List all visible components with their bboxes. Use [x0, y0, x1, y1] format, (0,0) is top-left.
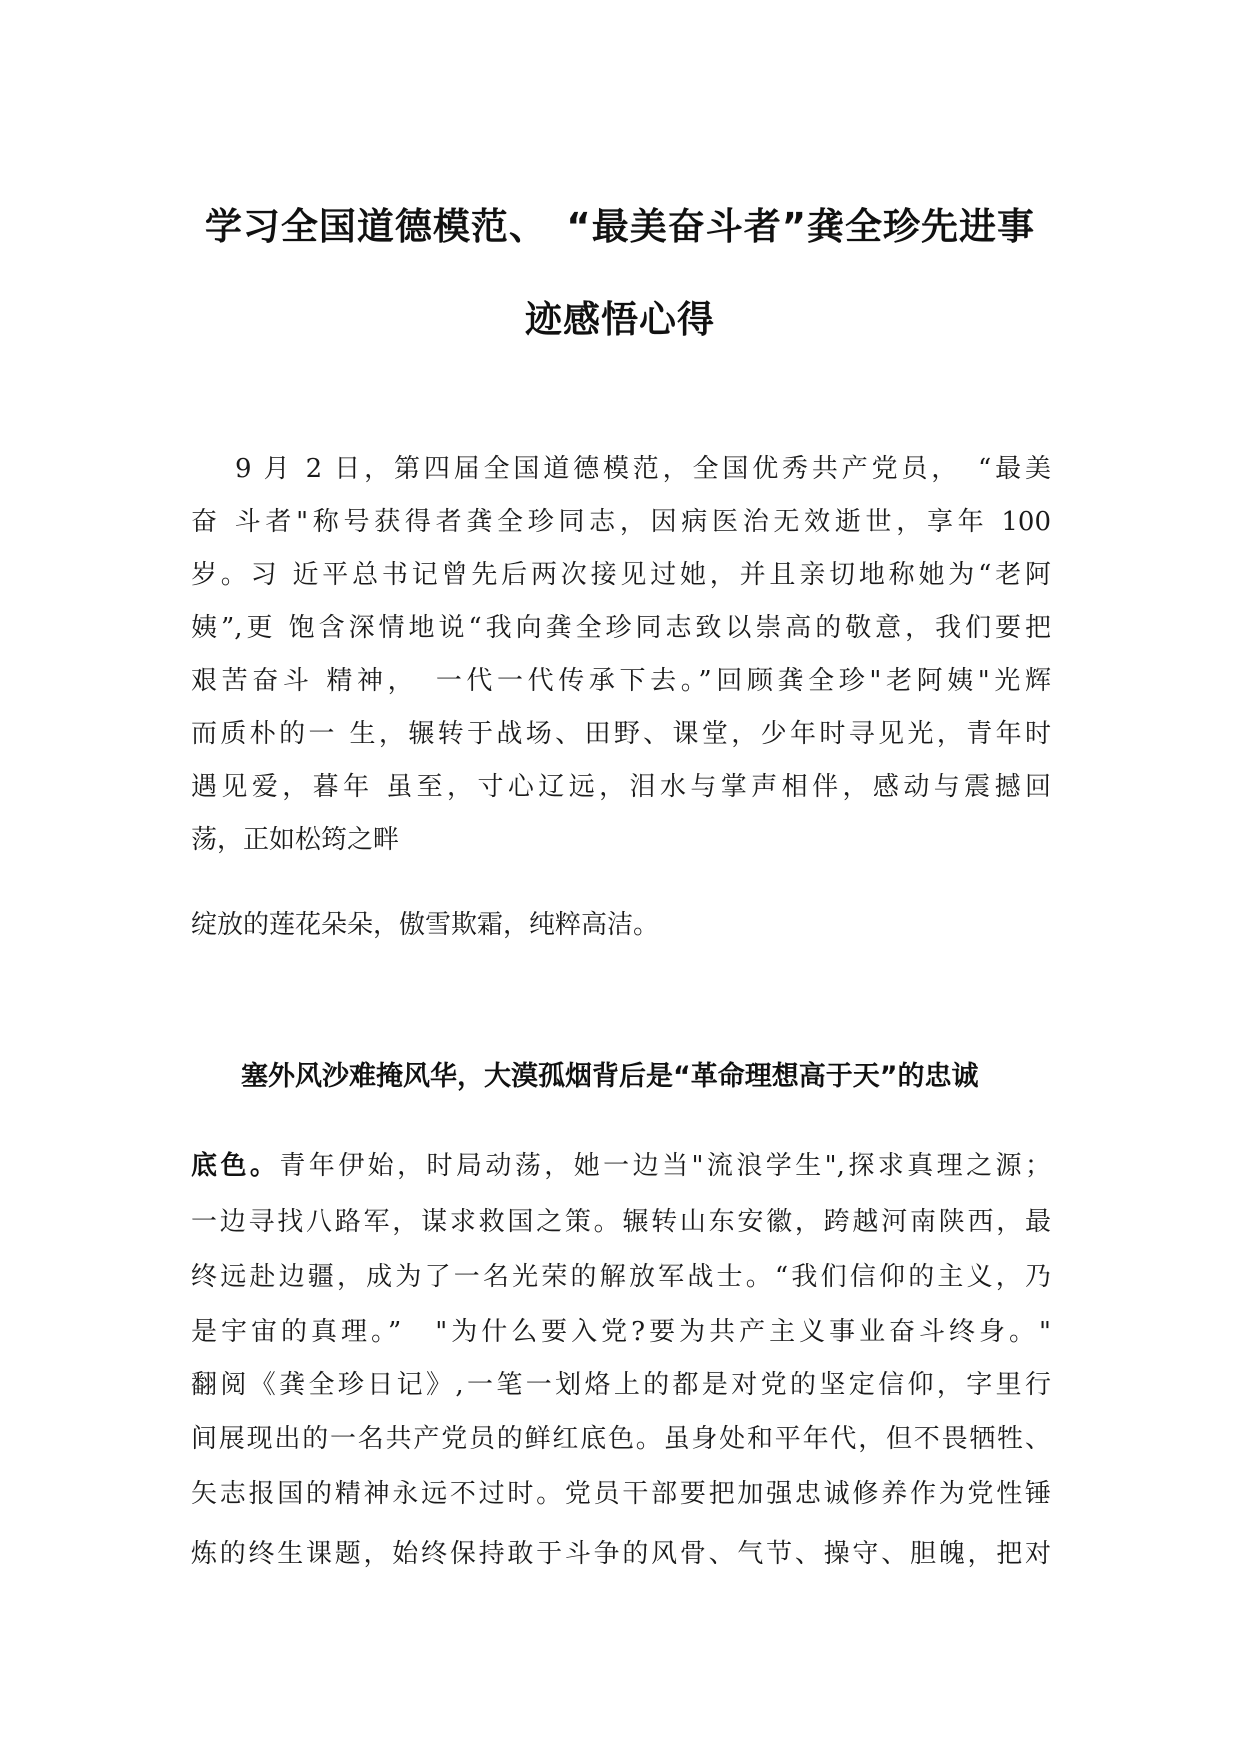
document-title-line-2: 迹感悟心得 [525, 298, 715, 341]
section-1-lead-rest: 青年伊始，时局动荡，她一边当"流浪学生",探求真理之源； [279, 1151, 1051, 1181]
paragraph-1-line: 9 月 2 日，第四届全国道德模范，全国优秀共产党员， “最美 [235, 454, 1051, 484]
section-1-lead-line [191, 1149, 1051, 1183]
paragraph-1-line: 奋 斗者"称号获得者龚全珍同志，因病医治无效逝世，享年 100 [191, 507, 1051, 537]
section-1-line: 矢志报国的精神永远不过时。党员干部要把加强忠诚修养作为党性锤 [191, 1479, 1051, 1509]
section-1-line: 是宇宙的真理。” "为什么要入党?要为共产主义事业奋斗终身。" [191, 1317, 1051, 1347]
section-1-lead-bold: 底色。 [191, 1151, 280, 1181]
paragraph-1-line: 绽放的莲花朵朵，傲雪欺霜，纯粹高洁。 [191, 910, 660, 940]
paragraph-1-line: 艰苦奋斗 精神， 一代一代传承下去。”回顾龚全珍"老阿姨"光辉 [191, 666, 1051, 696]
paragraph-1-line: 遇见爱，暮年 虽至，寸心辽远，泪水与掌声相伴，感动与震撼回 [191, 772, 1051, 802]
section-1-line: 炼的终生课题，始终保持敢于斗争的风骨、气节、操守、胆魄，把对 [191, 1539, 1051, 1569]
section-heading: 塞外风沙难掩风华，大漠孤烟背后是“革命理想高于天”的忠诚 [241, 1061, 979, 1092]
section-1-line: 翻阅《龚全珍日记》,一笔一划烙上的都是对党的坚定信仰，字里行 [191, 1370, 1051, 1400]
section-1-line: 终远赴边疆，成为了一名光荣的解放军战士。“我们信仰的主义，乃 [191, 1262, 1051, 1292]
document-title-line-1: 学习全国道德模范、 “最美奋斗者”龚全珍先进事 [204, 205, 1036, 248]
paragraph-1-line: 岁。习 近平总书记曾先后两次接见过她，并且亲切地称她为“老阿 [191, 560, 1051, 590]
section-1-line: 一边寻找八路军，谋求救国之策。辗转山东安徽，跨越河南陕西，最 [191, 1207, 1051, 1237]
section-1-line: 间展现出的一名共产党员的鲜红底色。虽身处和平年代，但不畏牺牲、 [191, 1424, 1051, 1454]
paragraph-1-line: 荡，正如松筠之畔 [191, 825, 400, 855]
paragraph-1-line: 而质朴的一 生，辗转于战场、田野、课堂，少年时寻见光，青年时 [191, 719, 1051, 749]
paragraph-1-line: 姨”,更 饱含深情地说“我向龚全珍同志致以崇高的敬意，我们要把 [191, 613, 1051, 643]
